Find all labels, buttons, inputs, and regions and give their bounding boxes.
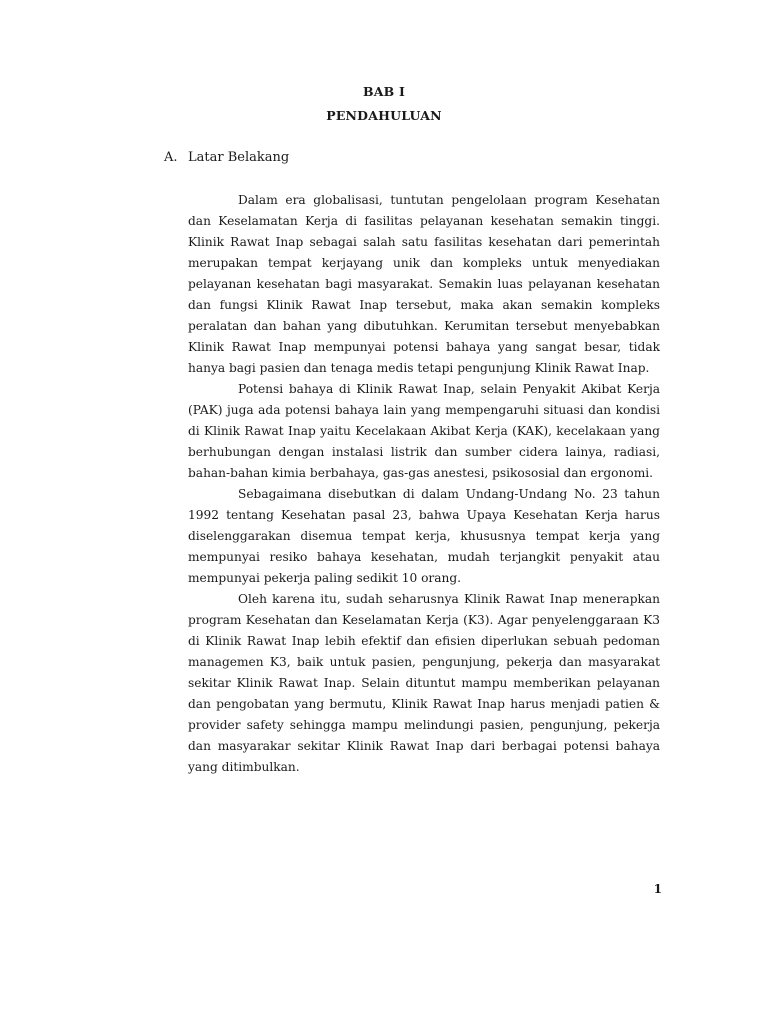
chapter-title: PENDAHULUAN (326, 108, 442, 123)
page-number: 1 (653, 882, 662, 896)
paragraph: Potensi bahaya di Klinik Rawat Inap, selain Penyakit Akibat Kerja (PAK) juga ada potensi bahaya lain yang mempengaruhi situasi dan kondisi di Klinik Rawat Inap yaitu Kecelakaan Akibat Kerja (KAK), kecelakaan yang berhubungan dengan instalasi listrik dan sumber cidera lainya, radiasi, bahan-bahan kimia berbahaya, gas-gas anestesi, psikososial dan ergonomi. (188, 382, 660, 480)
section-heading (164, 150, 289, 165)
paragraph: Sebagaimana disebutkan di dalam Undang-Undang No. 23 tahun 1992 tentang Kesehatan pasal 23, bahwa Upaya Kesehatan Kerja harus diselenggarakan disemua tempat kerja, khususnya tempat kerja yang mempunyai resiko bahaya kesehatan, mudah terjangkit penyakit atau mempunyai pekerja paling sedikit 10 orang. (188, 487, 660, 585)
paragraph: Oleh karena itu, sudah seharusnya Klinik Rawat Inap menerapkan program Kesehatan dan Keselamatan Kerja (K3). Agar penyelenggaraan K3 di Klinik Rawat Inap lebih efektif dan efisien diperlukan sebuah pedoman managemen K3, baik untuk pasien, pengunjung, pekerja dan masyarakat sekitar Klinik Rawat Inap. Selain dituntut mampu memberikan pelayanan dan pengobatan yang bermutu, Klinik Rawat Inap harus menjadi patien & provider safety sehingga mampu melindungi pasien, pengunjung, pekerja dan masyarakar sekitar Klinik Rawat Inap dari berbagai potensi bahaya yang ditimbulkan. (188, 592, 660, 774)
section-title: Latar Belakang (188, 150, 290, 165)
body-text (188, 190, 660, 778)
paragraph: Dalam era globalisasi, tuntutan pengelolaan program Kesehatan dan Keselamatan Kerja di fasilitas pelayanan kesehatan semakin tinggi. Klinik Rawat Inap sebagai salah satu fasilitas kesehatan dari pemerintah merupakan tempat kerjayang unik dan kompleks untuk menyediakan pelayanan kesehatan bagi masyarakat. Semakin luas pelayanan kesehatan dan fungsi Klinik Rawat Inap tersebut, maka akan semakin kompleks peralatan dan bahan yang dibutuhkan. Kerumitan tersebut menyebabkan Klinik Rawat Inap mempunyai potensi bahaya yang sangat besar, tidak hanya bagi pasien dan tenaga medis tetapi pengunjung Klinik Rawat Inap. (188, 193, 660, 375)
chapter-number: BAB I (362, 84, 406, 99)
section-letter: A. (164, 150, 178, 165)
